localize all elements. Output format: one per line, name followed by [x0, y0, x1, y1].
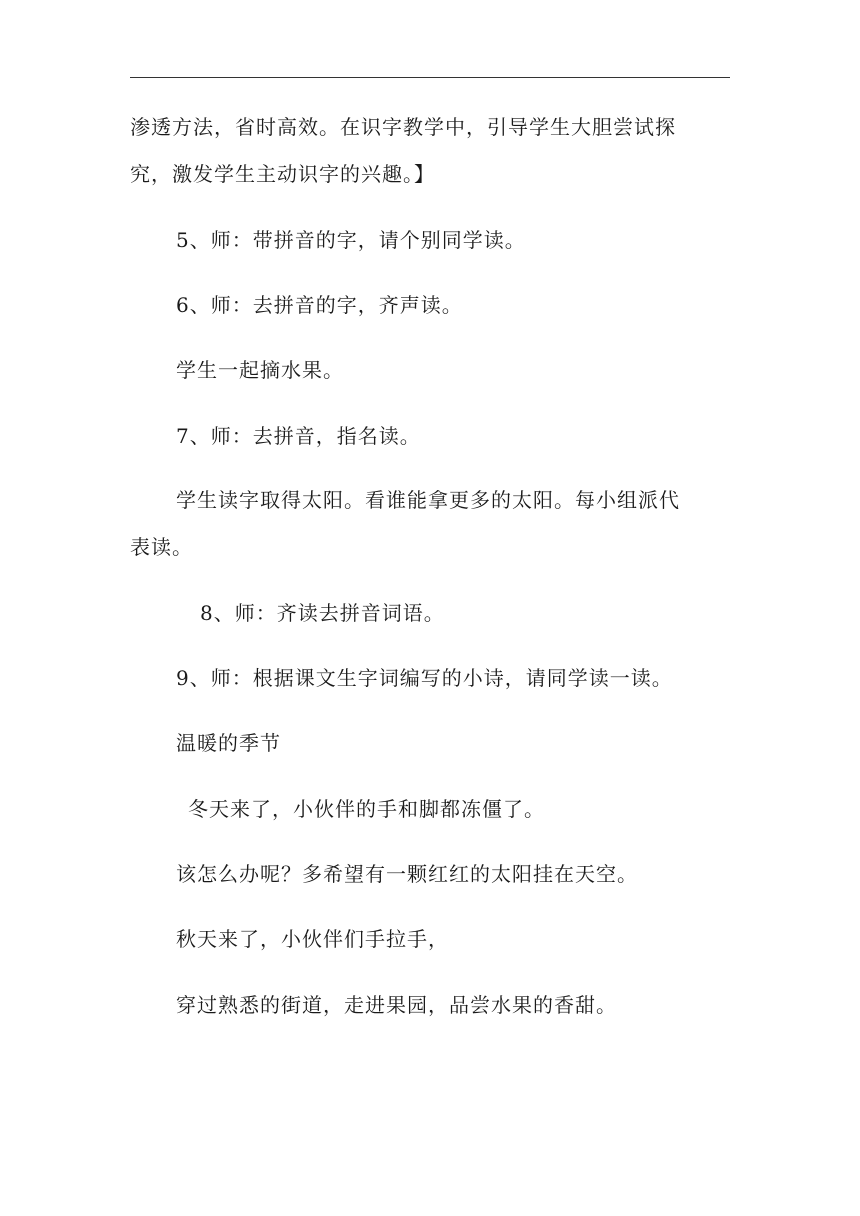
paragraph-line: 9、师：根据课文生字词编写的小诗，请同学读一读。 [176, 666, 673, 690]
poem-line: 冬天来了，小伙伴的手和脚都冻僵了。 [188, 797, 545, 821]
paragraph-line: 学生一起摘水果。 [176, 358, 344, 382]
paragraph-line: 6、师：去拼音的字，齐声读。 [176, 293, 463, 317]
poem-line: 该怎么办呢？多希望有一颗红红的太阳挂在天空。 [176, 862, 638, 886]
poem-line: 穿过熟悉的街道，走进果园，品尝水果的香甜。 [176, 993, 617, 1017]
paragraph-line: 表读。 [130, 535, 193, 559]
paragraph-line: 8、师：齐读去拼音词语。 [200, 601, 445, 625]
header-rule [130, 77, 730, 78]
paragraph-line: 究，激发学生主动识字的兴趣。】 [130, 162, 435, 186]
paragraph-line: 渗透方法，省时高效。在识字教学中，引导学生大胆尝试探 [130, 115, 676, 139]
paragraph-line: 7、师：去拼音，指名读。 [176, 424, 421, 448]
poem-line: 秋天来了，小伙伴们手拉手， [176, 927, 449, 951]
paragraph-line: 5、师：带拼音的字，请个别同学读。 [176, 228, 526, 252]
poem-title: 温暖的季节 [176, 731, 281, 755]
paragraph-line: 学生读字取得太阳。看谁能拿更多的太阳。每小组派代 [176, 488, 680, 512]
